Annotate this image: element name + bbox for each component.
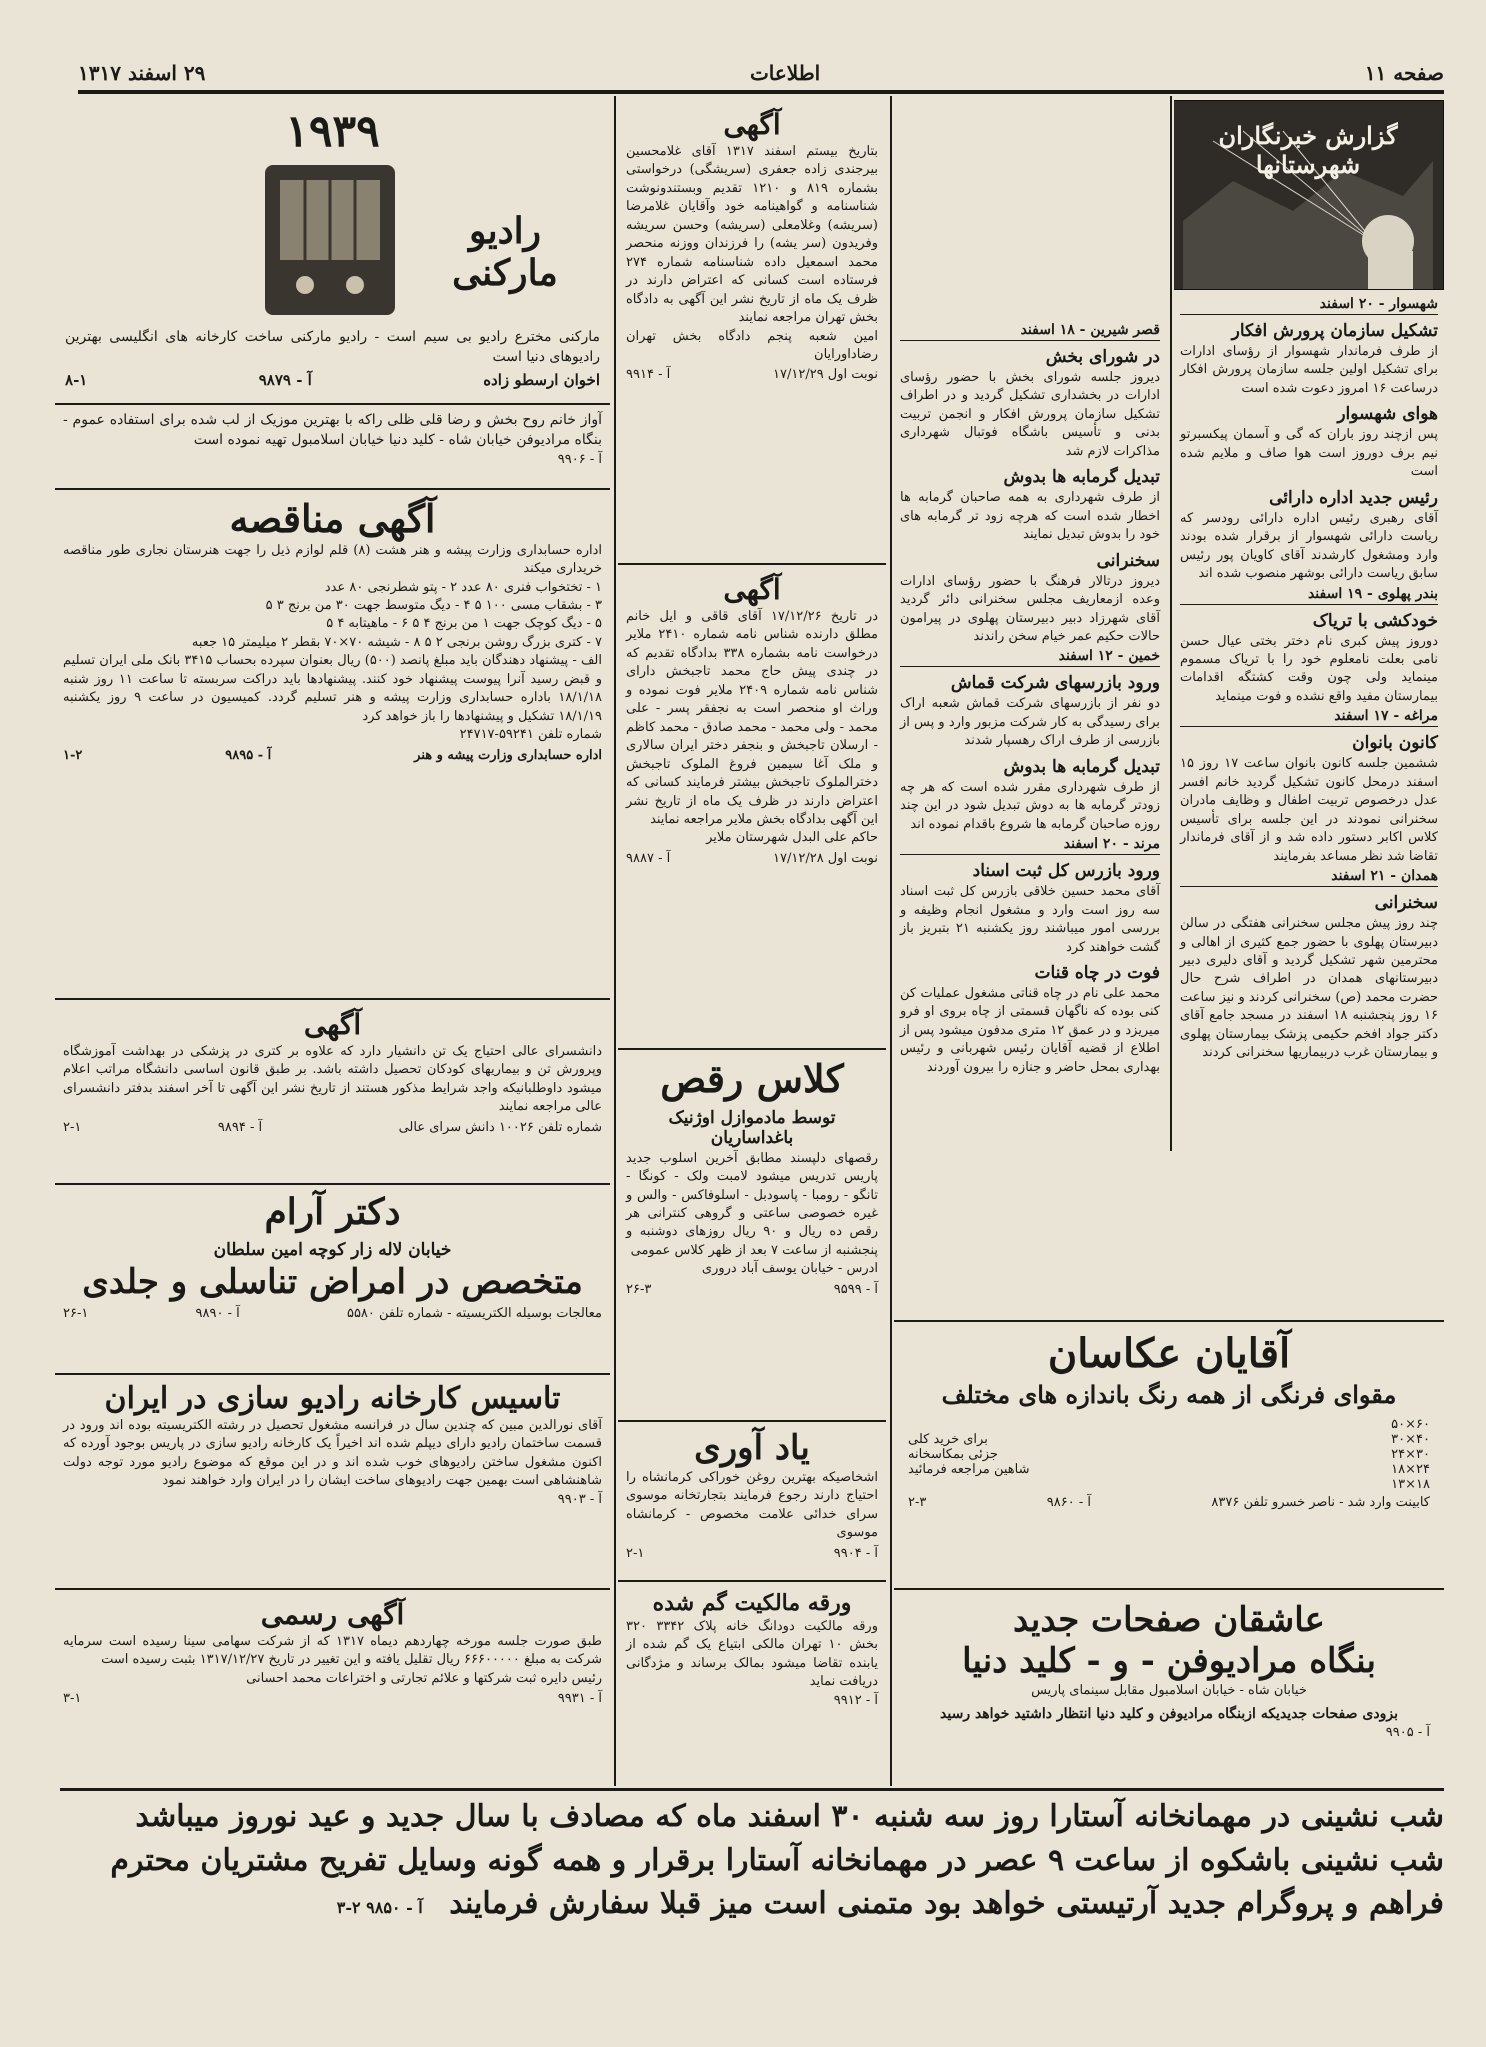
headline: ورود بازرس کل ثبت اسناد (972, 861, 1160, 882)
article-body: از طرف فرماندار شهسوار از رؤسای ادارات برای تشکیل اولین جلسه سازمان پرورش افکار درساعت ۱۶ امروز دعوت شده است (1180, 344, 1438, 396)
page-number: صفحه ۱۱ (1364, 61, 1444, 85)
size: ۶۰×۵۰ (1391, 1417, 1430, 1432)
ad-body: الف - پیشنهاد دهندگان باید مبلغ پانصد (۵۰۰) ریال بعنوان سپرده بحساب ۳۴۱۵ بانک ملی ایران تسلیم و قبض رسید آنرا پیوست پیشنهاد خود کنند. پیشنهادها باید دراکت سربسته تا ساعت ۱۱ روز شنبه ۱۸/۱/۱۸ باداره حسابداری وزارت پیشه و هنر تسلیم گردد. کمیسیون در ساعت ۹ روز یکشنبه ۱۸/۱/۱۹ تشکیل و پیشنهادها را باز خواهد کرد (63, 653, 603, 724)
right-column (1174, 100, 1444, 1150)
ad-line (60, 1882, 1444, 1926)
headline: هوای شهسوار (1337, 404, 1438, 425)
doctor-address: خیابان لاله زار کوچه امین سلطان (213, 1240, 452, 1261)
ad-code: آ - ۹۹۱۴ (626, 367, 671, 383)
ad-footer (626, 1546, 878, 1561)
ad-footer (63, 1306, 602, 1321)
tender-ad (55, 490, 610, 1000)
bottom-ad-rule (60, 1788, 1444, 1791)
ad-body: دانشسرای عالی احتیاج یک تن دانشیار دارد که علاوه بر کتری در پزشکی در بهداشت آموزشگاه وپرورش تن و بیماریهای کودکان تحصیل داشته باشد. بر طبق قانون اساسی دانشگاه مراتب اعلام میشود داوطلبانیکه واجد شرایط مذکور هستند از تاریخ نشر این آگهی تا آخر اسفند بدفتر دانشسرای عالی مراجعه نمایند (63, 1044, 602, 1115)
ad-subtitle: بنگاه مرادیوفن - و - کلید دنیا (962, 1640, 1376, 1681)
ad-intro: اداره حسابداری وزارت پیشه و هنر هشت (۸) قلم لوازم ذیل را جهت هنرستان نجاری طور مناقصه خریداری میکند (63, 542, 602, 577)
size: ۴۰×۳۰ (1391, 1432, 1430, 1447)
lost-deed-ad (618, 1582, 886, 1772)
headline: سخنرانی (1374, 893, 1438, 914)
notice-ad (618, 565, 886, 1050)
article-body: آقای محمد حسین خلاقی بازرس کل ثبت اسناد سه روز است وارد و مشغول انجام وظیفه و بررسی امور میباشند روز یکشنبه ۲۱ بتبریز باز گشت خواهند کرد (900, 884, 1160, 955)
records-ad (894, 1594, 1444, 1784)
ad-signature: اداره حسابداری وزارت پیشه و هنر (414, 747, 602, 763)
ad-run: نوبت اول ۱۷/۱۲/۲۸ (773, 850, 878, 866)
official-notice-ad (55, 1590, 610, 1770)
ad-run: ۲-۱ (626, 1545, 645, 1561)
ad-brand: رادیو مارکنی (452, 210, 558, 294)
ad-year: ۱۹۳۹ (285, 106, 380, 157)
dateline: مراغه - ۱۷ اسفند (1180, 708, 1438, 727)
ad-run: ۲-۱ (63, 1119, 82, 1135)
ad-code: آ - ۹۹۰۶ (557, 451, 602, 467)
ad-address: ادرس - خیابان یوسف آباد دروری (701, 1261, 878, 1277)
ad-footer (908, 1495, 1430, 1510)
ad-address: خیابان شاه - خیابان اسلامبول مقابل سینمای پاریس (1031, 1682, 1307, 1698)
ad-code: آ - ۹۹۳۱ (557, 1691, 602, 1707)
doctor-treatment: معالجات بوسیله الکتریسیته - شماره تلفن ۵۵۸۰ (346, 1305, 602, 1321)
ad-title: آگهی (303, 1008, 362, 1041)
center-column (618, 100, 886, 1785)
column-divider-3 (614, 96, 616, 1786)
headline: در شورای بخش (1045, 347, 1160, 367)
price-row (908, 1417, 1430, 1432)
note: برای خرید کلی (908, 1432, 988, 1447)
reminder-ad (618, 1422, 886, 1582)
issue-date: ۲۹ اسفند ۱۳۱۷ (78, 61, 206, 85)
notice-ad (618, 100, 886, 565)
ad-title: یاد آوری (694, 1428, 810, 1468)
ad-subtitle: مقوای فرنگی از همه رنگ باندازه های مختلف (941, 1380, 1397, 1409)
ad-run: ۲۶-۱ (63, 1305, 89, 1321)
ad-contact: شماره تلفن ۱۰۰۲۶ دانش سرای عالی (398, 1119, 602, 1135)
size: ۲۴×۱۸ (1391, 1462, 1430, 1477)
article-body: دوروز پیش کبری نام دختر بختی عیال حسن نامی بعلت نامعلوم خود را با تریاک مسموم مینماید ولی چون وقت کشتگه اقدامات بیمارستان مفید واقع نشده و فوت مینماید (1180, 633, 1438, 704)
article-body: از طرف شهرداری مقرر شده است که هر چه زودتر گرمابه ها به دوش تبدیل شود در این چند روزه صاحبان گرمابه ها شروع باقدام نموده اند (900, 779, 1160, 832)
ad-title: آگهی مناقصه (229, 496, 436, 541)
ad-run: ۳-۱ (63, 1691, 82, 1707)
ad-code: آ - ۹۹۰۵ (1385, 1725, 1430, 1741)
tender-item: ۳ - بشقاب مسی ۱۰۰ ۵ ۴ - دیگ متوسط جهت ۳۰ من برنج ۳ ۵ (265, 597, 602, 613)
ad-footer (63, 1120, 602, 1135)
voice-ad (55, 405, 610, 490)
ad-footer (63, 748, 602, 763)
article-body: از طرف شهرداری به همه صاحبان گرمابه ها اخطار شده است که هرچه زود تر گرمابه های خود را بدوش تبدیل نمایند (900, 490, 1160, 543)
headline: خودکشی با تریاک (1312, 610, 1438, 631)
dateline: مرند - ۲۰ اسفند (900, 836, 1160, 855)
masthead-rule (78, 90, 1444, 94)
university-notice-ad (55, 1000, 610, 1185)
tender-item: ۵ - دیگ کوچک جهت ۱ من برنج ۴ ۵ ۶ - ماهیتابه ۴ ۵ (326, 616, 602, 632)
radio-factory-ad (55, 1375, 610, 1590)
ad-line: شب نشینی باشکوه از ساعت ۹ عصر در مهمانخانه آستارا برقرار و همه گونه وسایل تفریح مشتریان محترم (110, 1842, 1444, 1878)
dateline: همدان - ۲۱ اسفند (1180, 868, 1438, 887)
ad-signature: امین شعبه پنجم دادگاه بخش تهران رضاداورایان (626, 328, 878, 362)
dateline: قصر شیرین - ۱۸ اسفند (900, 322, 1160, 341)
ad-title: ورقه مالکیت گم شده (652, 1590, 852, 1616)
ad-footer (626, 851, 878, 866)
doctor-ad (55, 1185, 610, 1375)
headline: فوت در چاه قنات (1034, 962, 1160, 983)
left-column (55, 100, 610, 1785)
price-row (908, 1432, 1430, 1447)
article-body: چند روز پیش مجلس سخنرانی هفتگی در سالن دبیرستان پهلوی با حضور جمع کثیری از اهالی و محترمین شهر تشکیل گردید و آقای دلیری دبیر دبیرستانهای همدان در اطراف شرح حال حضرت محمد (ص) سخنرانی کردند و نیز ساعت ۱۶ روز پنجشنبه ۱۸ اسفند در مسجد جامع آقای دکتر جواد افخم حکیمی پزشک بیمارستان پهلوی و بیمارستان غرب دربیماریها سخنرانی کردند (1180, 916, 1438, 1061)
ad-body: آقای نورالدین مبین که چندین سال در فرانسه مشغول تحصیل در رشته الکتریسیته بوده اند ورود در قسمت ساختمان رادیو دارای دیپلم شده اند اخیراً یک کارخانه رادیو سازی در پاریس بوجود آورده که اکنون مشغول ساختن رادیوهای خوب شده اند و در این موقع که موضوع رادیو مورد توجه دولت شاهنشاهی است بهمین جهت رادیوهای ساخت ایشان را در ایران وارد خواهند نمود (63, 1418, 602, 1489)
ad-title: آگهی رسمی (260, 1598, 405, 1631)
ad-body: اشخاصیکه بهترین روغن خوراکی کرمانشاه را احتیاج دارند رجوع فرمایند بتجارتخانه موسوی سرای خدائی علامت مخصوص - کرمانشاه موسوی (626, 1469, 878, 1541)
headline: کانون بانوان (1352, 733, 1438, 754)
ad-body: طبق صورت جلسه مورخه چهاردهم دیماه ۱۳۱۷ که از شرکت سهامی سینا رسیده است سرمایه شرکت به مبلغ ۶۶۶۰۰۰۰۰ ریال تقلیل یافته و این تغییر در تاریخ ۱۳۱۷/۱۲/۲۷ بثبت رسیده است (63, 1634, 603, 1668)
ad-code: آ - ۹۹۱۲ (833, 1692, 878, 1708)
price-row (908, 1462, 1430, 1477)
column-divider-2 (890, 96, 892, 1786)
headline: رئیس جدید اداره دارائی (1269, 487, 1438, 508)
ad-footer (626, 1282, 878, 1297)
headline: تبدیل گرمابه ها بدوش (1003, 756, 1160, 777)
article-body: ششمین جلسه کانون بانوان ساعت ۱۷ روز ۱۵ اسفند درمحل کانون تشکیل گردید خانم افسر عدل درخصوص تربیت اطفال و وظایف مادران سخنرانی نمودند در این جلسه برای تأسیس کلاس اکابر دستور داده شد و از آقای فرماندار تقاضا شد نظر مساعد بفرمایند (1180, 756, 1438, 864)
dateline: خمین - ۱۲ اسفند (900, 648, 1160, 667)
right-news (1174, 290, 1444, 1067)
ad-code: آ - ۹۸۸۷ (626, 850, 671, 866)
ad-body: در تاریخ ۱۷/۱۲/۲۶ آقای قاقی و ایل خانم مطلق دارنده شناس نامه شماره ۲۴۱۰ ملایر درخواست نامه بشماره ۳۳۸ بدادگاه تقدیم که در چندی پیش حاج محمد تاجبخش دارای شناس نامه شماره ۲۴۰۹ ملایر فوت نموده و وراث او منحصر است به نجفقر پسر - علی محمد - ولی محمد - محمد صادق - محمد کاظم - ارسلان تاجبخش و بنجفر دختر ایران سالاری و ملک آغا سیمین فروغ الملوک تاجبخش دخترالملوک تاجبخش بیشتر فرمایند کسانی که اعتراض دارند در ظرف یک ماه از تاریخ نشر این آگهی بدادگاه بخش ملایر مراجعه نمایند (626, 609, 879, 827)
size: ۳۰×۲۴ (1391, 1447, 1430, 1462)
ad-title: آگهی (723, 108, 781, 141)
price-row (908, 1477, 1430, 1492)
article-body: پس ازچند روز باران که گی و آسمان پیکسبرتو نیم برف دوروز است هوا صاف و ملایم شده است (1180, 427, 1438, 480)
column-divider-1 (1170, 96, 1172, 1151)
ad-line: شب نشینی در مهمانخانه آستارا روز سه شنبه ۳۰ اسفند ماه که مصادف با سال جدید و عید نوروز میباشد (135, 1799, 1444, 1834)
ad-code: آ - ۹۸۹۴ (217, 1119, 263, 1135)
radio-illustration (260, 160, 400, 320)
article-body: دو نفر از بازرسهای شرکت قماش شعبه اراک برای رسیدگی به کار شرکت مزبور وارد و پس از بازرسی از طرف اراک رهسپار شدند (900, 696, 1160, 749)
ad-run: ۲۶-۳ (626, 1281, 652, 1297)
tender-item: ۷ - کتری بزرگ روشن برنجی ۲ ۵ ۸ - شیشه ۷۰×۷۰ بقطر ۲ میلیمتر ۱۵ جعبه (191, 634, 602, 650)
middle-column (894, 320, 1166, 1150)
ad-body: بتاریخ بیستم اسفند ۱۳۱۷ آقای غلامحسین بیرجندی زاده جعفری (سریشگی) درخواستی بشماره ۸۱۹ و ۱۲۱۰ تقدیم وبستندونوشت شناسنامه و گواهینامه خود وآقایان غلامرضا (سریشه) وغلامعلی (سریشه) وحسن سریشه وفریدون (سر یشه) را فرزندان ووزنه منحصر محمد اسمعیل داده شناسنامه شماره ۲۷۴ فرستاده است کسانی که اعتراض دارند در ظرف یک ماه از تاریخ نشر این آگهی به دادگاه بخش تهران مراجعه نمایند (626, 144, 878, 326)
doctor-name: دکتر آرام (264, 1191, 401, 1233)
ad-code: آ - ۹۹۰۴ (833, 1545, 878, 1561)
ad-body: ورقه مالکیت دودانگ خانه پلاک ۳۳۴۲ ۳۲۰ بخش ۱۰ تهران مالکی ابتیاع یک گم شده از یابنده تقاضا میشود بمالک برساند و مژدگانی دریافت نماید (626, 1619, 878, 1690)
ad-code: آ - ۹۸۶۰ (1046, 1495, 1091, 1510)
ad-run: ۲-۳ (908, 1495, 927, 1510)
doctor-specialty: متخصص در امراض تناسلی و جلدی (82, 1262, 583, 1303)
banner-illustration (1174, 100, 1444, 290)
hotel-astara-ad (60, 1795, 1444, 2025)
ad-title: آگهی (723, 573, 781, 606)
ad-title: تاسیس کارخانه رادیو سازی در ایران (104, 1381, 561, 1416)
headline: ورود بازرسهای شرکت قماش (950, 673, 1160, 694)
note: جزئی بمکاسخانه (908, 1447, 998, 1462)
note: شاهین مراجعه فرمائید (908, 1462, 1030, 1477)
ad-title: کلاس رقص (660, 1056, 844, 1101)
ad-footer (65, 371, 600, 389)
headline: تشکیل سازمان پرورش افکار (1231, 321, 1438, 341)
ad-code: آ - ۹۸۹۵ (225, 747, 272, 763)
footer-text: کابینت وارد شد - ناصر خسرو تلفن ۸۳۷۶ (1211, 1495, 1430, 1510)
ad-run: ۸-۱ (65, 371, 88, 389)
headline: تبدیل گرمابه ها بدوش (1003, 467, 1160, 488)
ad-signature: حاکم علی البدل شهرستان ملایر (706, 830, 878, 846)
ad-body: مارکنی مخترع رادیو بی سیم است - رادیو مارکنی ساخت کارخانه های انگلیسی بهترین رادیوهای دنیا است (65, 329, 600, 365)
dateline: شهسوار - ۲۰ اسفند (1180, 296, 1438, 315)
banner-title: گزارش خبرنگاران شهرستانها (1218, 121, 1398, 179)
photographers-ad (894, 1320, 1444, 1590)
ad-code: آ - ۹۸۷۹ (258, 371, 312, 389)
article-body: آقای رهبری رئیس اداره دارائی رودسر که ریاست دارائی شهسوار از برقرار شده بودند وارد ومشغول کارشدند آقای کاویان پور رئیس سابق ریاست دارائی بوشهر منصوب شده اند (1180, 510, 1438, 582)
ad-code: آ - ۹۵۹۹ (833, 1281, 878, 1297)
ad-contact: شماره تلفن ۵۹۲۴۱-۲۴۷۱۷ (459, 727, 602, 743)
article-body: دیروز درتالار فرهنگ با حضور رؤسای ادارات وعده ازمعاریف مجلس سخنرانی دائر گردید آقای شهرزاد دبیر دبیرستان پهلوی در پیرامون حالات حکیم عمر خیام سخن راندند (900, 573, 1160, 644)
ad-run: نوبت اول ۱۷/۱۲/۲۹ (773, 367, 878, 383)
dance-class-ad (618, 1050, 886, 1422)
ad-footer (626, 367, 878, 382)
radio-icon (260, 160, 400, 320)
ad-dealer: اخوان ارسطو زاده (483, 371, 600, 389)
radio-ad (55, 100, 610, 405)
ad-body: رقصهای دلپسند مطابق آخرین اسلوب جدید پاریس تدریس میشود لامبت ولک - کونگا - تانگو - رومبا - پاسودبل - اسلوفاکس - والس و غیره خصوصی ساعتی و گروهی کنترانی هر رقص ده ریال و ۹۰ ریال روزهای دوشنبه و پنجشنبه از ساعت ۷ بعد از ظهر کلاس عمومی (626, 1150, 878, 1258)
ad-code: آ - ۹۸۵۰ ۲-۳ (336, 1898, 423, 1917)
tender-item: ۱ - تختخواب فنری ۸۰ عدد ۲ - پتو شطرنجی ۸۰ عدد (324, 579, 602, 595)
ad-body: بزودی صفحات جدیدیکه ازبنگاه مرادیوفن و کلید دنیا انتظار داشتید خواهد رسید (940, 1706, 1398, 1723)
price-row (908, 1447, 1430, 1462)
ad-code: آ - ۹۸۹۰ (195, 1305, 240, 1321)
ad-code: آ - ۹۹۰۳ (557, 1491, 602, 1507)
size: ۱۸×۱۳ (1391, 1477, 1430, 1492)
ad-body: آواز خانم روح بخش و رضا قلی ظلی راکه با بهترین موزیک از لب شده برای استفاده عموم - بنگاه مرادیوفن خیابان شاه - کلید دنیا خیابان اسلامبول تهیه نموده است (63, 412, 602, 448)
ad-title: آقایان عکاسان (1047, 1330, 1291, 1377)
ad-signature: رئیس دایره ثبت شرکتها و علائم تجارتی و اختراعات محمد احسانی (246, 1670, 602, 1686)
ad-footer (63, 1691, 602, 1706)
masthead (78, 58, 1444, 88)
dateline: بندر پهلوی - ۱۹ اسفند (1180, 586, 1438, 605)
paper-name: اطلاعات (749, 61, 821, 85)
ad-line-text: فراهم و پروگرام جدید آرتیستی خواهد بود متمنی است میز قبلا سفارش فرمایند (449, 1886, 1444, 1921)
headline: سخنرانی (1096, 550, 1160, 571)
ad-title: عاشقان صفحات جدید (1013, 1600, 1325, 1640)
article-body: دیروز جلسه شورای بخش با حضور رؤسای ادارات در بخشداری تشکیل گردید و در اطراف تشکیل سازمان پرورش افکار و انجمن تربیت بدنی و تأسیس باشگاه فوتبال شهرداری مذاکرات لازم شد (900, 370, 1160, 459)
ad-run: ۱-۲ (63, 747, 83, 763)
ad-subtitle: توسط مادموازل اوژنیک باغداساریان (668, 1107, 836, 1148)
article-body: محمد علی نام در چاه قناتی مشغول عملیات کن کنی بوده که ناگهان قسمتی از چاه بروی او فرو میریزد و در عمق ۱۲ متری مدفون میشود پس از اطلاع از قضیه آقایان رئیس شهربانی و رئیس بهداری بمحل حاضر و جنازه را بیرون آوردند (900, 985, 1160, 1075)
